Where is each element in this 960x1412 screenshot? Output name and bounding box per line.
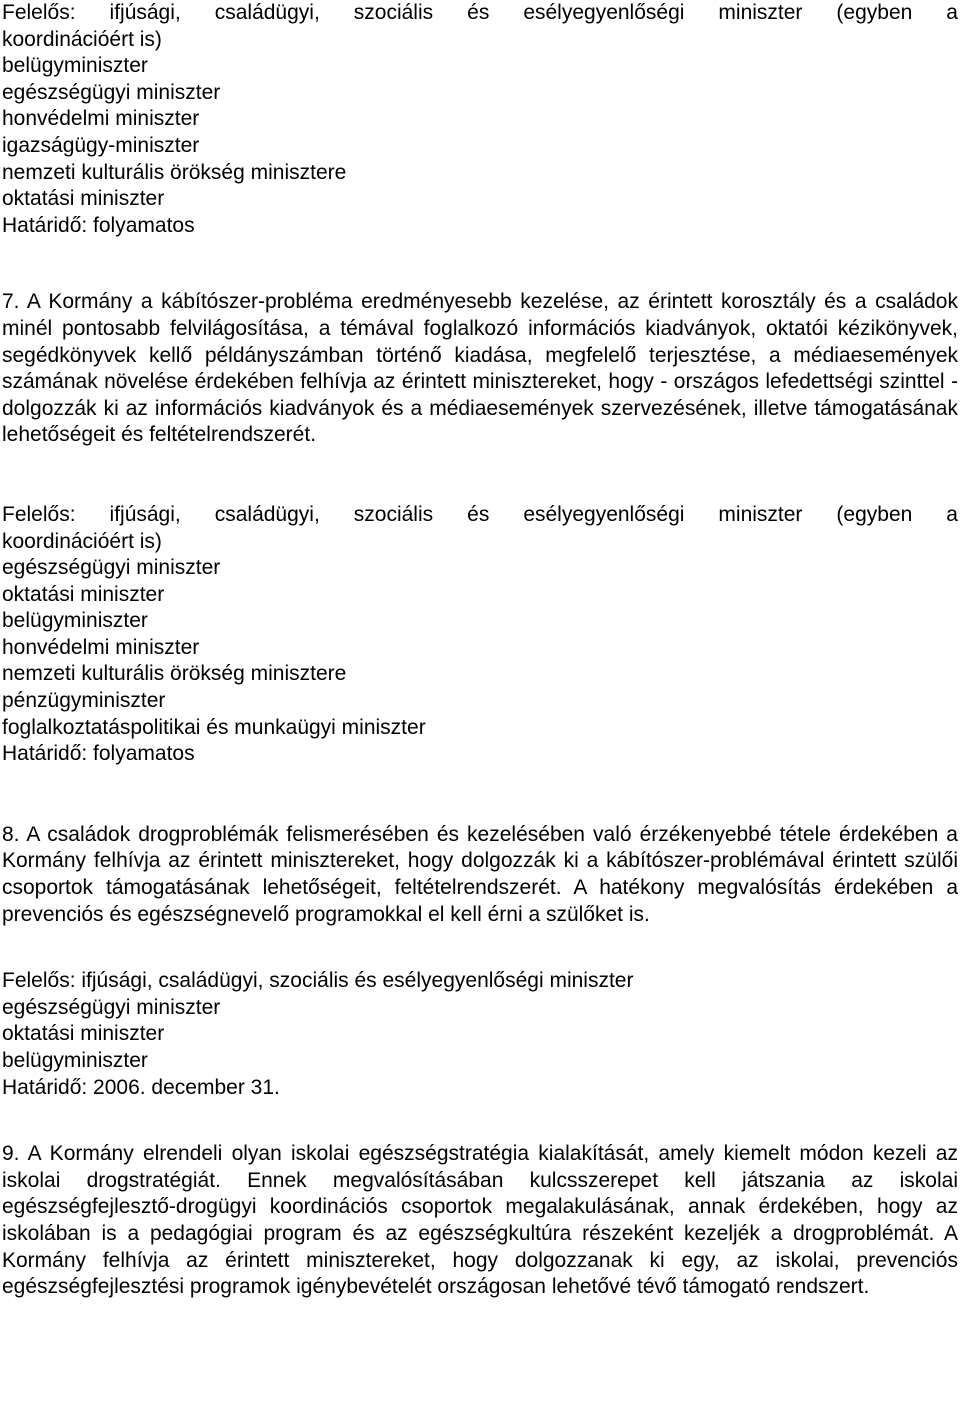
responsible-line: pénzügyminiszter [2,689,166,713]
paragraph-9: 9. A Kormány elrendeli olyan iskolai egészségstratégia kialakítását, amely kiemelt módon kezeli az iskolai drogstratégiát. Ennek megvalósításában kulcsszerepet kell játszania az iskolai egészségfejlesztő-drogügyi koordinációs csoportok megalakulásának, annak érdekében, hogy az iskolában is a pedagógiai program és az egészségkultúra részeként kezeljék a drogproblémát. A Kormány felhívja az érintett minisztereket, hogy dolgozzanak ki egy, az iskolai, prevenciós egészségfejlesztési programok igénybevételét országosan lehetővé tévő támogató rendszert. [2,1142,958,1299]
responsible-line: belügyminiszter [2,54,148,78]
responsible-line: honvédelmi miniszter [2,107,200,131]
responsible-line: honvédelmi miniszter [2,635,200,659]
deadline-line: Határidő: folyamatos [2,213,195,237]
responsible-heading: Felelős: ifjúsági, családügyi, szociális és esélyegyenlőségi miniszter (egyben a [2,1,958,24]
responsible-line: koordinációért is) [2,529,162,553]
responsible-block-3 [2,968,958,1101]
deadline-line: Határidő: folyamatos [2,742,195,766]
responsible-line: egészségügyi miniszter [2,556,221,580]
deadline-line: Határidő: 2006. december 31. [2,1075,280,1099]
paragraph-8: 8. A családok drogproblémák felismerésében és kezelésében való érzékenyebbé tétele érdekében a Kormány felhívja az érintett minisztereket, hogy dolgozzák ki a kábítószer-problémával érintett szülői csoportok támogatásának lehetőségeit, feltételrendszerét. A hatékony megvalósítás érdekében a prevenciós és egészségnevelő programokkal el kell érni a szülőket is. [2,822,958,926]
responsible-block-1 [2,0,958,239]
paragraph-7: 7. A Kormány a kábítószer-probléma eredményesebb kezelése, az érintett korosztály és a családok minél pontosabb felvilágosítása, a témával foglalkozó információs kiadványok, oktatói kézikönyvek, segédkönyvek kellő példányszámban történő kiadása, megfelelő terjesztése, a médiaesemények számának növelése érdekében felhívja az érintett minisztereket, hogy - országos lefedettségi szinttel - dolgozzák ki az információs kiadványok és a médiaesemények szervezésének, illetve támogatásának lehetőségeit és feltételrendszerét. [2,290,958,447]
responsible-block-2 [2,502,958,768]
responsible-line: nemzeti kulturális örökség minisztere [2,160,347,184]
responsible-line: nemzeti kulturális örökség minisztere [2,662,347,686]
responsible-line: foglalkoztatáspolitikai és munkaügyi miniszter [2,715,426,739]
responsible-heading: Felelős: ifjúsági, családügyi, szociális és esélyegyenlőségi miniszter [2,969,634,993]
responsible-line: belügyminiszter [2,609,148,633]
responsible-line: oktatási miniszter [2,582,165,606]
responsible-line: igazságügy-miniszter [2,133,200,157]
responsible-line: egészségügyi miniszter [2,80,221,104]
responsible-heading: Felelős: ifjúsági, családügyi, szociális és esélyegyenlőségi miniszter (egyben a [2,502,958,526]
responsible-line: oktatási miniszter [2,1022,165,1046]
responsible-line: belügyminiszter [2,1049,148,1072]
responsible-line: koordinációért is) [2,27,162,51]
responsible-line: egészségügyi miniszter [2,995,221,1019]
responsible-line: oktatási miniszter [2,187,165,211]
